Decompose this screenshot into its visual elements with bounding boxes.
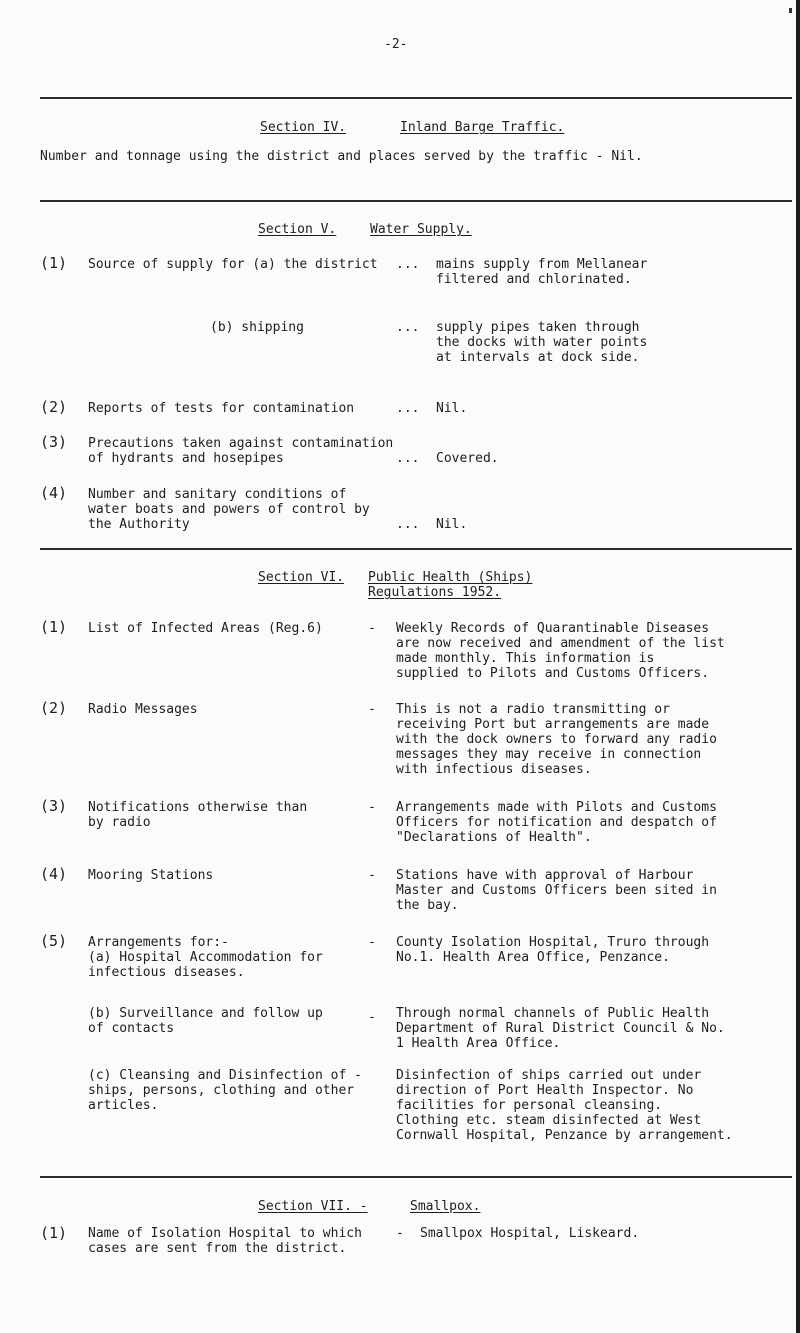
item-number: (4) (40, 865, 68, 883)
item-dash: - (368, 1010, 376, 1025)
item-label: Number and sanitary conditions of water boats and powers of control by the Authority (88, 487, 370, 532)
item-value: Through normal channels of Public Health Department of Rural District Council & No. 1 Health Area Office. (396, 1006, 725, 1051)
item-dash: - (368, 621, 376, 636)
section-iv-subject: Inland Barge Traffic. (400, 120, 565, 135)
item-value: supply pipes taken through the docks with water points at intervals at dock side. (436, 320, 648, 365)
item-label: Source of supply for (a) the district (88, 257, 378, 272)
item-number: (2) (40, 699, 68, 717)
section-rule (40, 1176, 792, 1178)
item-dash: - (368, 702, 376, 717)
item-value: Nil. (436, 517, 468, 532)
page-number: -2- (384, 37, 408, 52)
item-number: (3) (40, 433, 68, 451)
item-value: Covered. (436, 451, 499, 466)
item-value: Arrangements made with Pilots and Customs Officers for notification and despatch of "Declarations of Health". (396, 800, 717, 845)
section-iv-title: Section IV. (260, 120, 347, 135)
item-label: Mooring Stations (88, 868, 214, 883)
section-rule (40, 200, 792, 202)
item-number: (5) (40, 932, 68, 950)
item-value: County Isolation Hospital, Truro through No.1. Health Area Office, Penzance. (396, 935, 710, 965)
item-number: (2) (40, 398, 68, 416)
item-number: (4) (40, 484, 68, 502)
section-vi-subject-line2: Regulations 1952. (368, 585, 502, 600)
item-value: This is not a radio transmitting or receiving Port but arrangements are made with the dock owners to forward any radio messages they may receive in connection with infectious diseases. (396, 702, 717, 777)
item-label: List of Infected Areas (Reg.6) (88, 621, 323, 636)
leader-dots: ... (396, 320, 420, 335)
leader-dots: ... (396, 401, 420, 416)
item-value: mains supply from Mellanear filtered and chlorinated. (436, 257, 648, 287)
item-number: (3) (40, 797, 68, 815)
item-dash: - (368, 868, 376, 883)
section-rule (40, 548, 792, 550)
item-label: (b) shipping (210, 320, 304, 335)
item-number: (1) (40, 254, 68, 272)
item-label: Precautions taken against contamination of hydrants and hosepipes (88, 436, 394, 466)
section-vii-title: Section VII. - (258, 1199, 368, 1214)
item-label: (b) Surveillance and follow up of contacts (88, 1006, 323, 1036)
item-label: Radio Messages (88, 702, 198, 717)
leader-dots: ... (396, 257, 420, 272)
section-vi-subject: Public Health (Ships) (368, 570, 533, 585)
item-value: Disinfection of ships carried out under direction of Port Health Inspector. No facilities for personal cleansing. Clothing etc. steam disinfected at West Cornwall Hospital, Penzance by arrangement. (396, 1068, 733, 1143)
leader-dots: ... (396, 451, 420, 466)
item-dash: - (368, 935, 376, 950)
page-edge-shadow (796, 0, 800, 1333)
leader-dots: ... (396, 517, 420, 532)
section-v-subject: Water Supply. (370, 222, 472, 237)
section-iv-text: Number and tonnage using the district and places served by the traffic - Nil. (40, 149, 643, 164)
item-label: (c) Cleansing and Disinfection of - ships, persons, clothing and other articles. (88, 1068, 362, 1113)
section-vii-subject: Smallpox. (410, 1199, 481, 1214)
section-vi-title: Section VI. (258, 570, 345, 585)
item-value: Smallpox Hospital, Liskeard. (420, 1226, 640, 1241)
item-dash: - (368, 800, 376, 815)
item-label: Notifications otherwise than by radio (88, 800, 308, 830)
item-dash: - (396, 1226, 404, 1241)
item-value: Stations have with approval of Harbour Master and Customs Officers been sited in the bay. (396, 868, 717, 913)
item-number: (1) (40, 618, 68, 636)
item-value: Nil. (436, 401, 468, 416)
item-label: Name of Isolation Hospital to which cases are sent from the district. (88, 1226, 362, 1256)
item-label: Reports of tests for contamination (88, 401, 355, 416)
item-label: Arrangements for:- (a) Hospital Accommodation for infectious diseases. (88, 935, 323, 980)
section-rule (40, 97, 792, 99)
item-value: Weekly Records of Quarantinable Diseases are now received and amendment of the list made monthly. This information is supplied to Pilots and Customs Officers. (396, 621, 725, 681)
scan-mark (789, 8, 792, 13)
section-v-title: Section V. (258, 222, 337, 237)
item-number: (1) (40, 1224, 68, 1242)
